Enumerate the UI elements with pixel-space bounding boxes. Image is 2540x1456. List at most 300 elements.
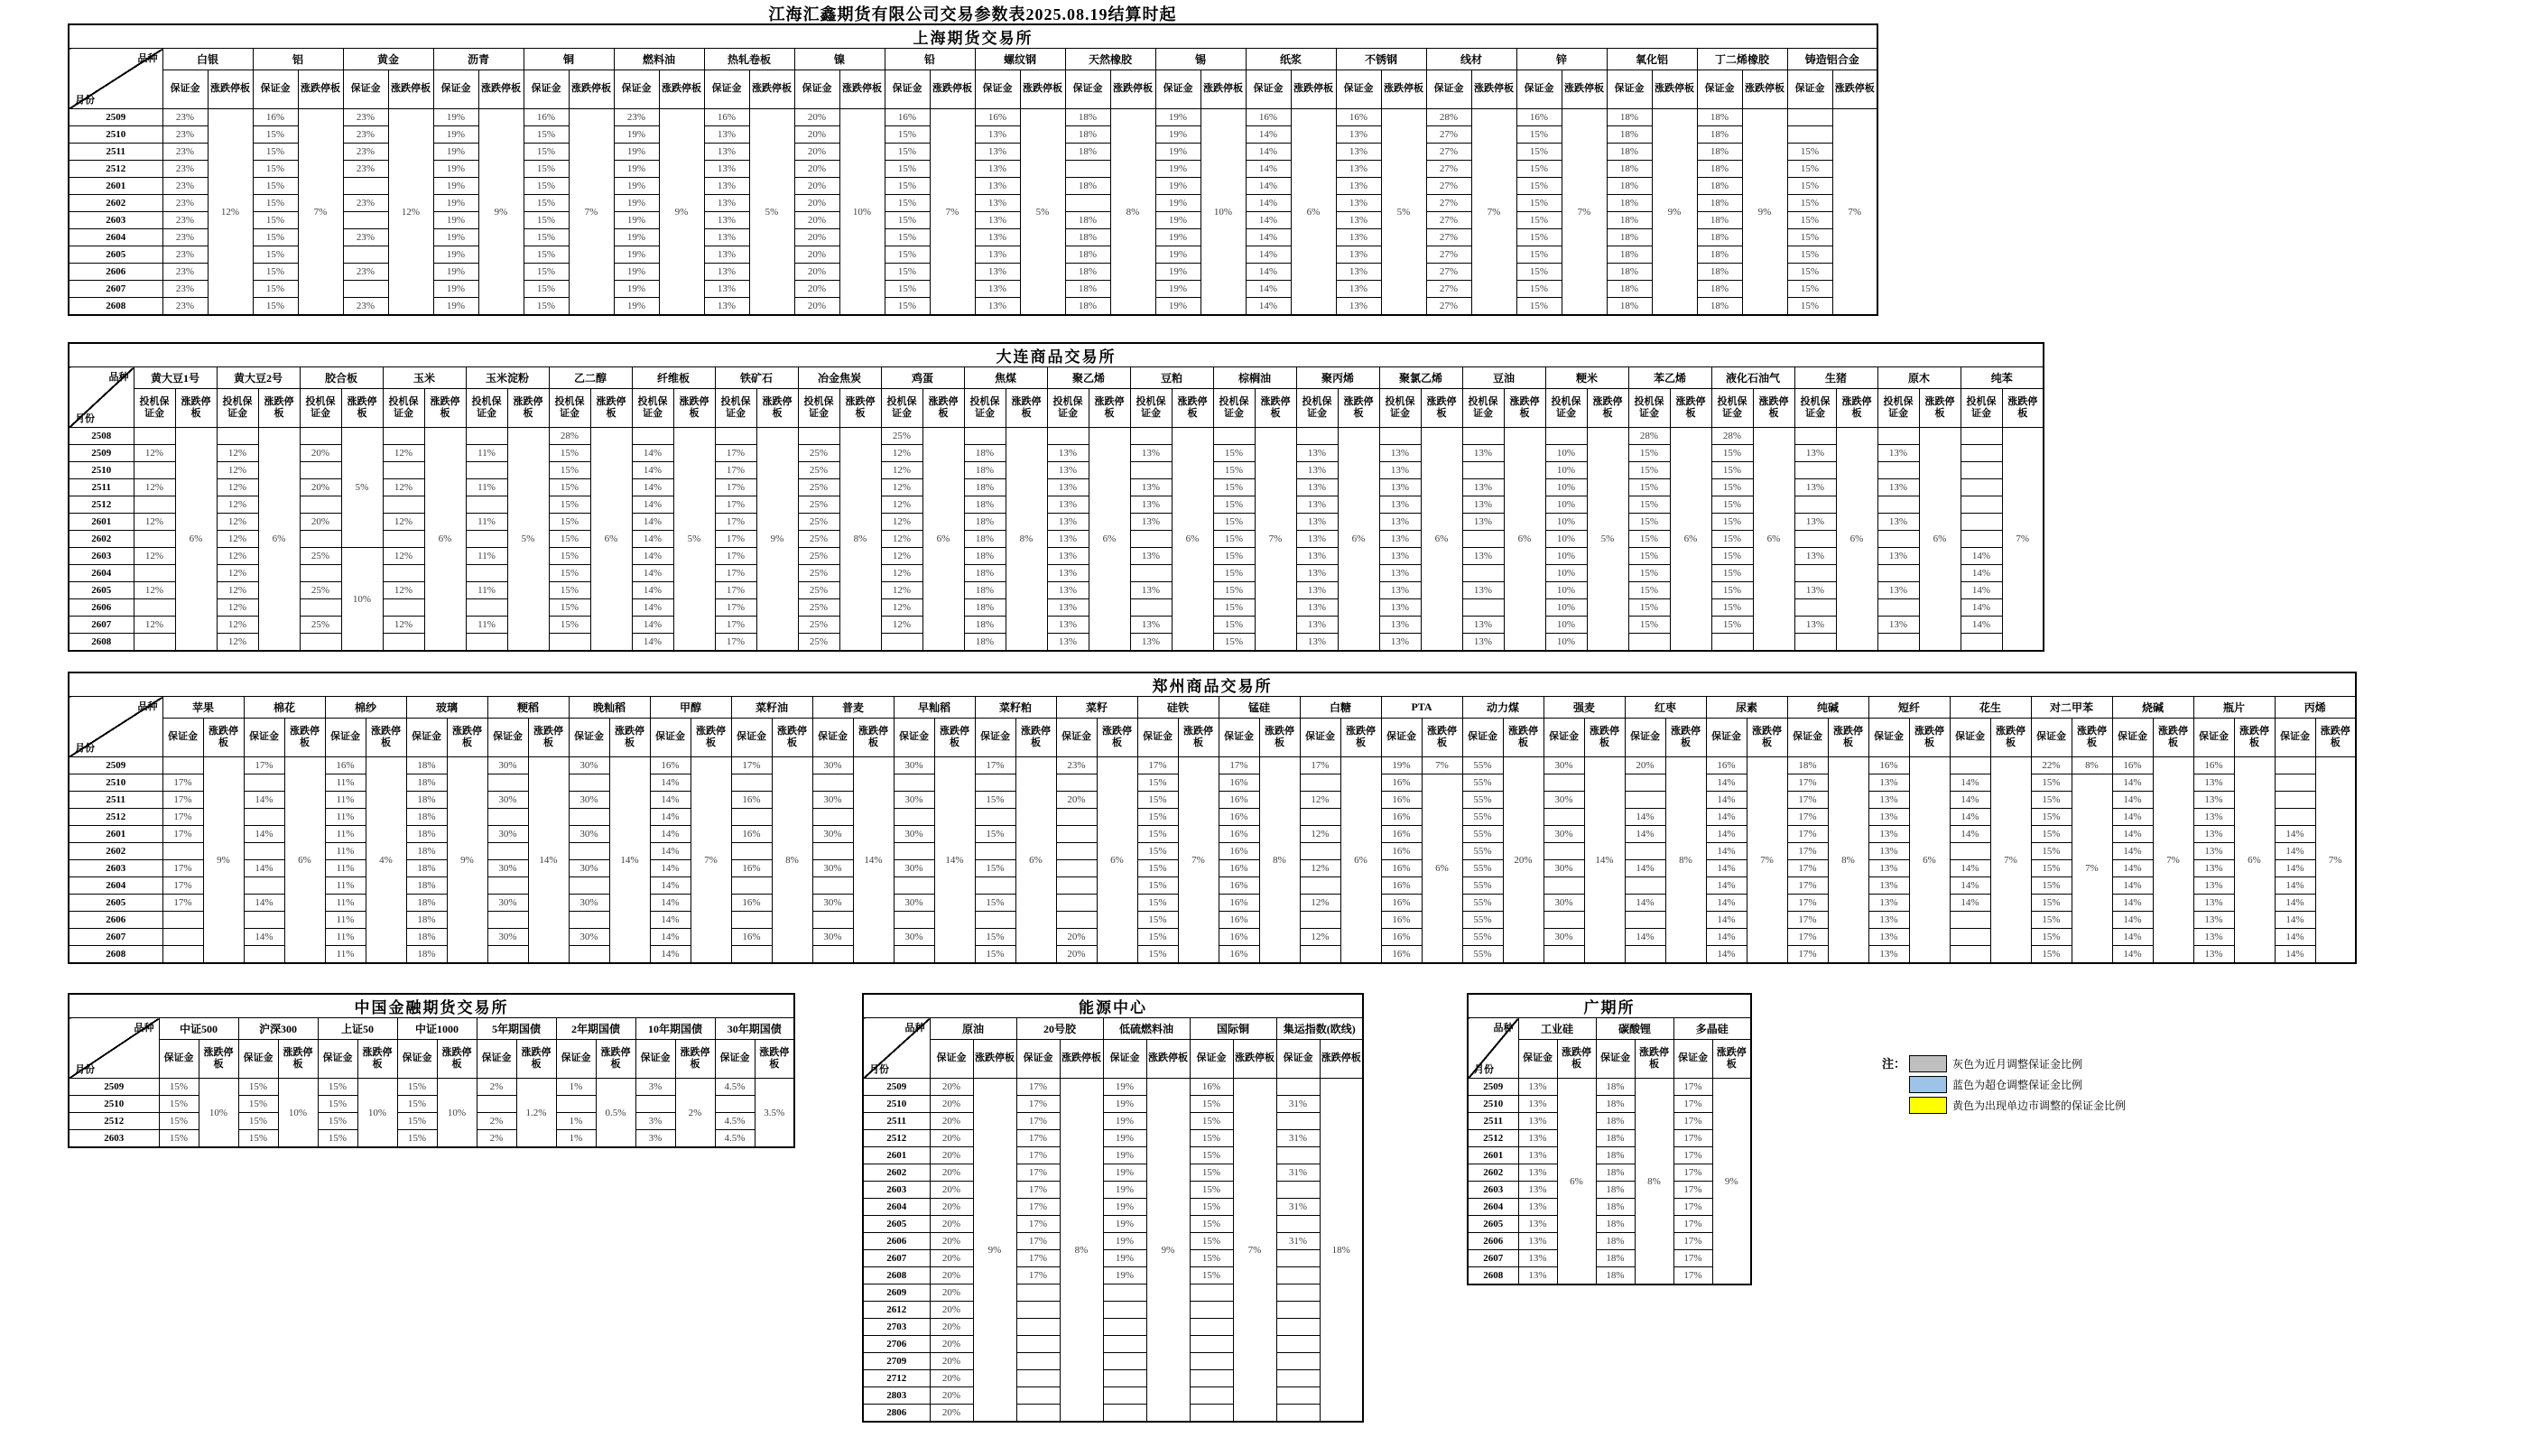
margin-cell: 18% bbox=[964, 548, 1006, 565]
margin-cell: 15% bbox=[2031, 843, 2072, 860]
subheader-margin: 投机保证金 bbox=[1296, 389, 1338, 428]
subheader-limit: 涨跌停板 bbox=[1291, 70, 1336, 109]
margin-cell: 15% bbox=[1628, 462, 1670, 479]
margin-cell: 10% bbox=[1545, 496, 1587, 514]
margin-cell bbox=[383, 496, 424, 514]
margin-cell: 13% bbox=[704, 264, 749, 281]
margin-cell: 17% bbox=[715, 514, 756, 531]
margin-cell: 12% bbox=[217, 548, 258, 565]
margin-cell: 18% bbox=[1065, 178, 1110, 195]
margin-cell: 15% bbox=[2031, 792, 2072, 809]
subheader-margin: 保证金 bbox=[650, 719, 691, 757]
subheader-margin: 保证金 bbox=[1300, 719, 1340, 757]
margin-cell: 14% bbox=[1950, 809, 1990, 826]
margin-cell: 15% bbox=[1190, 1233, 1233, 1250]
month-cell: 2512 bbox=[69, 161, 162, 178]
margin-cell: 55% bbox=[1462, 843, 1503, 860]
margin-cell bbox=[1794, 634, 1836, 652]
month-cell: 2608 bbox=[69, 946, 162, 964]
margin-cell: 13% bbox=[1518, 1250, 1557, 1267]
margin-cell: 55% bbox=[1462, 774, 1503, 792]
margin-cell: 15% bbox=[238, 1113, 278, 1130]
margin-cell: 13% bbox=[1868, 774, 1909, 792]
month-cell: 2604 bbox=[1468, 1199, 1518, 1216]
subheader-margin: 保证金 bbox=[614, 70, 659, 109]
margin-cell bbox=[798, 428, 839, 445]
margin-cell bbox=[2275, 774, 2315, 792]
margin-cell: 13% bbox=[1877, 479, 1919, 496]
limit-cell: 5% bbox=[341, 428, 383, 548]
margin-cell: 14% bbox=[244, 929, 284, 946]
subheader-margin: 保证金 bbox=[894, 719, 934, 757]
month-cell: 2605 bbox=[69, 246, 162, 264]
corner-month-label: 月份 bbox=[869, 1064, 889, 1075]
margin-cell: 13% bbox=[1296, 582, 1338, 599]
subheader-limit: 涨跌停板 bbox=[1587, 389, 1628, 428]
limit-cell: 8% bbox=[1665, 757, 1706, 964]
margin-cell: 16% bbox=[1219, 946, 1259, 964]
margin-cell: 16% bbox=[1219, 826, 1259, 843]
margin-cell: 12% bbox=[383, 617, 424, 634]
subheader-limit: 涨跌停板 bbox=[175, 389, 217, 428]
margin-cell: 1% bbox=[556, 1113, 596, 1130]
margin-cell bbox=[1103, 1336, 1146, 1353]
commodity-name: 上证50 bbox=[318, 1018, 397, 1040]
gray-swatch bbox=[1909, 1055, 1947, 1072]
margin-cell: 13% bbox=[1462, 634, 1504, 652]
margin-cell: 23% bbox=[162, 212, 208, 229]
margin-cell bbox=[1056, 809, 1097, 826]
margin-cell: 12% bbox=[881, 462, 922, 479]
subheader-limit: 涨跌停板 bbox=[507, 389, 549, 428]
margin-cell: 13% bbox=[1379, 548, 1421, 565]
commodity-name: 红枣 bbox=[1625, 697, 1706, 719]
margin-cell: 25% bbox=[798, 531, 839, 548]
margin-cell: 15% bbox=[1213, 462, 1255, 479]
margin-cell: 13% bbox=[1868, 826, 1909, 843]
month-cell: 2602 bbox=[1468, 1164, 1518, 1182]
limit-cell: 8% bbox=[1006, 428, 1047, 652]
limit-cell: 20% bbox=[1503, 757, 1543, 964]
margin-cell: 18% bbox=[1697, 229, 1742, 246]
limit-cell: 8% bbox=[1828, 757, 1868, 964]
month-cell: 2510 bbox=[1468, 1096, 1518, 1113]
margin-cell: 15% bbox=[1711, 531, 1753, 548]
margin-cell: 13% bbox=[1379, 531, 1421, 548]
margin-cell: 17% bbox=[162, 877, 203, 895]
limit-cell: 10% bbox=[278, 1079, 318, 1148]
corner-cell bbox=[69, 49, 162, 109]
margin-cell bbox=[1130, 462, 1172, 479]
margin-cell bbox=[300, 599, 341, 617]
margin-cell: 14% bbox=[244, 895, 284, 912]
month-cell: 2510 bbox=[863, 1096, 930, 1113]
margin-cell: 13% bbox=[1518, 1164, 1557, 1182]
subheader-limit: 涨跌停板 bbox=[2072, 719, 2112, 757]
subheader-margin: 保证金 bbox=[1787, 719, 1828, 757]
margin-cell: 15% bbox=[1190, 1147, 1233, 1164]
commodity-name: 螺纹钢 bbox=[975, 49, 1065, 70]
margin-cell bbox=[466, 462, 507, 479]
margin-cell bbox=[1276, 1216, 1320, 1233]
margin-cell bbox=[1056, 843, 1097, 860]
limit-cell: 12% bbox=[388, 109, 433, 316]
margin-cell: 13% bbox=[1130, 634, 1172, 652]
margin-cell: 20% bbox=[930, 1250, 973, 1267]
limit-cell: 7% bbox=[930, 109, 975, 316]
margin-cell: 18% bbox=[1596, 1130, 1635, 1147]
subheader-margin: 投机保证金 bbox=[798, 389, 839, 428]
subheader-margin: 保证金 bbox=[1706, 719, 1747, 757]
margin-cell: 17% bbox=[1016, 1250, 1060, 1267]
limit-cell: 7% bbox=[1562, 109, 1607, 316]
margin-cell: 18% bbox=[964, 582, 1006, 599]
limit-cell: 6% bbox=[2234, 757, 2275, 964]
limit-cell: 6% bbox=[1909, 757, 1950, 964]
margin-cell: 15% bbox=[253, 212, 298, 229]
margin-cell: 18% bbox=[406, 774, 447, 792]
margin-cell: 14% bbox=[1246, 144, 1291, 161]
margin-cell: 15% bbox=[1787, 144, 1832, 161]
subheader-margin: 保证金 bbox=[343, 70, 388, 109]
subheader-margin: 保证金 bbox=[433, 70, 478, 109]
margin-cell: 20% bbox=[1056, 929, 1097, 946]
margin-cell: 18% bbox=[406, 860, 447, 877]
margin-cell: 18% bbox=[1697, 281, 1742, 298]
margin-cell: 15% bbox=[1711, 582, 1753, 599]
margin-cell: 25% bbox=[798, 479, 839, 496]
margin-cell: 23% bbox=[614, 109, 659, 126]
margin-cell: 16% bbox=[731, 792, 772, 809]
margin-cell: 13% bbox=[1868, 912, 1909, 929]
margin-cell: 13% bbox=[975, 264, 1020, 281]
margin-cell: 14% bbox=[1961, 617, 2002, 634]
margin-cell: 18% bbox=[1697, 246, 1742, 264]
subheader-limit: 涨跌停板 bbox=[298, 70, 343, 109]
margin-cell: 15% bbox=[524, 212, 569, 229]
subheader-margin: 保证金 bbox=[704, 70, 749, 109]
subheader-limit: 涨跌停板 bbox=[659, 70, 704, 109]
margin-cell: 55% bbox=[1462, 860, 1503, 877]
subheader-margin: 投机保证金 bbox=[1794, 389, 1836, 428]
margin-cell: 15% bbox=[397, 1113, 437, 1130]
margin-cell bbox=[1543, 809, 1584, 826]
margin-cell: 25% bbox=[798, 634, 839, 652]
margin-cell: 18% bbox=[1607, 126, 1652, 144]
margin-cell: 13% bbox=[1047, 531, 1089, 548]
margin-cell: 19% bbox=[614, 246, 659, 264]
limit-cell: 6% bbox=[1089, 428, 1130, 652]
margin-cell: 13% bbox=[1877, 514, 1919, 531]
margin-cell: 17% bbox=[715, 634, 756, 652]
margin-cell bbox=[1950, 843, 1990, 860]
margin-cell: 25% bbox=[300, 617, 341, 634]
margin-cell: 17% bbox=[1673, 1130, 1712, 1147]
margin-cell: 14% bbox=[1950, 860, 1990, 877]
margin-cell: 18% bbox=[1607, 229, 1652, 246]
margin-cell: 10% bbox=[1545, 617, 1587, 634]
margin-cell: 15% bbox=[318, 1113, 357, 1130]
margin-cell: 11% bbox=[325, 774, 366, 792]
margin-cell: 25% bbox=[300, 548, 341, 565]
margin-cell: 17% bbox=[1016, 1233, 1060, 1250]
corner-variety-label: 品种 bbox=[904, 1023, 925, 1034]
margin-cell bbox=[487, 774, 528, 792]
subheader-margin: 保证金 bbox=[1673, 1040, 1712, 1079]
margin-cell: 14% bbox=[1706, 826, 1747, 843]
margin-cell bbox=[894, 877, 934, 895]
margin-cell: 55% bbox=[1462, 809, 1503, 826]
subheader-limit: 涨跌停板 bbox=[2002, 389, 2044, 428]
subheader-margin: 保证金 bbox=[325, 719, 366, 757]
subheader-margin: 保证金 bbox=[244, 719, 284, 757]
margin-cell: 14% bbox=[1706, 895, 1747, 912]
margin-cell bbox=[244, 774, 284, 792]
margin-cell: 15% bbox=[524, 144, 569, 161]
margin-cell bbox=[383, 462, 424, 479]
subheader-limit: 涨跌停板 bbox=[1255, 389, 1296, 428]
margin-cell bbox=[1625, 877, 1665, 895]
margin-cell bbox=[1016, 1319, 1060, 1336]
commodity-name: 生猪 bbox=[1794, 367, 1877, 389]
margin-cell: 13% bbox=[1794, 548, 1836, 565]
commodity-name: 鸡蛋 bbox=[881, 367, 964, 389]
margin-cell: 23% bbox=[162, 109, 208, 126]
margin-cell bbox=[466, 599, 507, 617]
margin-cell: 20% bbox=[930, 1284, 973, 1302]
margin-cell: 15% bbox=[1137, 774, 1178, 792]
margin-cell: 15% bbox=[2031, 774, 2072, 792]
margin-cell: 14% bbox=[2112, 912, 2153, 929]
margin-cell: 17% bbox=[1016, 1164, 1060, 1182]
subheader-margin: 保证金 bbox=[1056, 719, 1097, 757]
month-cell: 2603 bbox=[69, 1130, 159, 1148]
month-cell: 2608 bbox=[1468, 1267, 1518, 1285]
limit-cell: 6% bbox=[1172, 428, 1213, 652]
margin-cell: 15% bbox=[549, 462, 590, 479]
margin-cell: 15% bbox=[1628, 582, 1670, 599]
margin-cell: 14% bbox=[2275, 929, 2315, 946]
margin-cell: 13% bbox=[1462, 479, 1504, 496]
month-cell: 2511 bbox=[69, 479, 134, 496]
margin-cell: 18% bbox=[406, 826, 447, 843]
margin-cell: 14% bbox=[1625, 826, 1665, 843]
margin-cell: 12% bbox=[1300, 826, 1340, 843]
margin-cell: 30% bbox=[812, 895, 853, 912]
margin-cell: 17% bbox=[1016, 1267, 1060, 1284]
margin-cell: 18% bbox=[1697, 178, 1742, 195]
margin-cell bbox=[975, 843, 1015, 860]
margin-cell: 15% bbox=[885, 246, 930, 264]
margin-cell bbox=[569, 912, 609, 929]
month-cell: 2511 bbox=[69, 792, 162, 809]
margin-cell: 15% bbox=[1516, 161, 1562, 178]
margin-cell: 13% bbox=[1336, 126, 1381, 144]
margin-cell: 18% bbox=[1607, 161, 1652, 178]
margin-cell: 19% bbox=[433, 178, 478, 195]
margin-cell bbox=[1276, 1113, 1320, 1130]
margin-cell: 10% bbox=[1545, 565, 1587, 582]
margin-cell: 16% bbox=[1381, 809, 1422, 826]
table-title: 大连商品交易所 bbox=[69, 343, 2044, 367]
subheader-limit: 涨跌停板 bbox=[1652, 70, 1697, 109]
margin-cell bbox=[1065, 195, 1110, 212]
subheader-margin: 保证金 bbox=[1219, 719, 1259, 757]
margin-cell bbox=[162, 757, 203, 774]
exchange-table bbox=[68, 672, 2357, 964]
limit-cell: 6% bbox=[922, 428, 964, 652]
margin-cell bbox=[1190, 1405, 1233, 1423]
margin-cell bbox=[1462, 428, 1504, 445]
margin-cell: 18% bbox=[1596, 1250, 1635, 1267]
subheader-limit: 涨跌停板 bbox=[1471, 70, 1516, 109]
margin-cell: 15% bbox=[1516, 212, 1562, 229]
margin-cell bbox=[1190, 1284, 1233, 1302]
limit-cell: 10% bbox=[357, 1079, 397, 1148]
margin-cell: 18% bbox=[1596, 1182, 1635, 1199]
margin-cell: 14% bbox=[632, 496, 673, 514]
subheader-margin: 保证金 bbox=[1137, 719, 1178, 757]
margin-cell bbox=[812, 912, 853, 929]
limit-cell: 8% bbox=[1635, 1079, 1673, 1285]
subheader-limit: 涨跌停板 bbox=[2315, 719, 2356, 757]
margin-cell bbox=[1794, 531, 1836, 548]
month-cell: 2806 bbox=[863, 1405, 930, 1423]
subheader-limit: 涨跌停板 bbox=[973, 1040, 1016, 1079]
margin-cell: 14% bbox=[632, 445, 673, 462]
commodity-name: 菜籽粕 bbox=[975, 697, 1056, 719]
margin-cell: 18% bbox=[1596, 1267, 1635, 1285]
margin-cell: 25% bbox=[798, 496, 839, 514]
margin-cell: 18% bbox=[406, 792, 447, 809]
margin-cell: 15% bbox=[318, 1096, 357, 1113]
margin-cell bbox=[1056, 860, 1097, 877]
margin-cell: 30% bbox=[487, 929, 528, 946]
table-title: 广期所 bbox=[1468, 994, 1751, 1018]
margin-cell: 27% bbox=[1426, 161, 1471, 178]
margin-cell: 15% bbox=[1137, 912, 1178, 929]
margin-cell: 23% bbox=[343, 229, 388, 246]
blue-swatch bbox=[1909, 1076, 1947, 1093]
margin-cell: 17% bbox=[715, 617, 756, 634]
margin-cell: 19% bbox=[614, 144, 659, 161]
margin-cell bbox=[1794, 565, 1836, 582]
commodity-name: 菜籽 bbox=[1056, 697, 1137, 719]
margin-cell: 13% bbox=[1296, 548, 1338, 565]
month-cell: 2509 bbox=[863, 1079, 930, 1096]
margin-cell: 17% bbox=[244, 757, 284, 774]
margin-cell: 19% bbox=[614, 126, 659, 144]
month-cell: 2603 bbox=[1468, 1182, 1518, 1199]
margin-cell: 15% bbox=[1516, 246, 1562, 264]
margin-cell: 13% bbox=[1047, 514, 1089, 531]
month-cell: 2509 bbox=[1468, 1079, 1518, 1096]
margin-cell: 23% bbox=[343, 264, 388, 281]
margin-cell: 13% bbox=[1336, 246, 1381, 264]
margin-cell: 15% bbox=[1711, 496, 1753, 514]
commodity-name: 天然橡胶 bbox=[1065, 49, 1155, 70]
margin-cell: 22% bbox=[2031, 757, 2072, 774]
margin-cell: 15% bbox=[1787, 281, 1832, 298]
commodity-name: 集运指数(欧线) bbox=[1276, 1018, 1363, 1040]
margin-cell: 13% bbox=[1877, 617, 1919, 634]
month-cell: 2602 bbox=[69, 195, 162, 212]
subheader-margin: 保证金 bbox=[569, 719, 609, 757]
margin-cell: 18% bbox=[1596, 1096, 1635, 1113]
month-cell: 2512 bbox=[1468, 1130, 1518, 1147]
table-title: 中国金融期货交易所 bbox=[69, 994, 794, 1018]
margin-cell: 19% bbox=[433, 212, 478, 229]
margin-cell: 30% bbox=[1543, 895, 1584, 912]
margin-cell: 16% bbox=[1219, 929, 1259, 946]
margin-cell: 20% bbox=[794, 161, 839, 178]
subheader-limit: 涨跌停板 bbox=[1836, 389, 1877, 428]
margin-cell: 13% bbox=[1379, 496, 1421, 514]
commodity-name: 中证1000 bbox=[397, 1018, 477, 1040]
margin-cell bbox=[1877, 531, 1919, 548]
subheader-limit: 涨跌停板 bbox=[516, 1040, 556, 1079]
margin-cell bbox=[244, 809, 284, 826]
margin-cell: 17% bbox=[1016, 1147, 1060, 1164]
margin-cell: 14% bbox=[1706, 860, 1747, 877]
margin-cell: 15% bbox=[1787, 178, 1832, 195]
margin-cell: 17% bbox=[715, 599, 756, 617]
margin-cell bbox=[1625, 843, 1665, 860]
margin-cell: 15% bbox=[159, 1096, 199, 1113]
margin-cell: 15% bbox=[1516, 298, 1562, 316]
margin-cell: 19% bbox=[433, 195, 478, 212]
margin-cell: 14% bbox=[1246, 229, 1291, 246]
margin-cell: 16% bbox=[2193, 757, 2234, 774]
margin-cell: 17% bbox=[1787, 843, 1828, 860]
margin-cell bbox=[1961, 496, 2002, 514]
month-cell: 2605 bbox=[863, 1216, 930, 1233]
margin-cell: 15% bbox=[1516, 144, 1562, 161]
margin-cell bbox=[1276, 1370, 1320, 1387]
margin-cell bbox=[1190, 1353, 1233, 1370]
subheader-limit: 涨跌停板 bbox=[934, 719, 975, 757]
margin-cell: 13% bbox=[1296, 599, 1338, 617]
margin-cell bbox=[635, 1096, 675, 1113]
margin-cell: 14% bbox=[1706, 843, 1747, 860]
margin-cell: 19% bbox=[433, 109, 478, 126]
margin-cell: 20% bbox=[930, 1079, 973, 1096]
margin-cell: 16% bbox=[1381, 774, 1422, 792]
margin-cell: 20% bbox=[930, 1405, 973, 1423]
margin-cell: 14% bbox=[650, 860, 691, 877]
margin-cell: 17% bbox=[1016, 1096, 1060, 1113]
table-shfe bbox=[68, 23, 1878, 316]
margin-cell: 30% bbox=[1543, 929, 1584, 946]
margin-cell: 30% bbox=[812, 860, 853, 877]
subheader-limit: 涨跌停板 bbox=[596, 1040, 635, 1079]
subheader-limit: 涨跌停板 bbox=[1381, 70, 1426, 109]
margin-cell: 20% bbox=[794, 281, 839, 298]
margin-cell: 13% bbox=[1379, 565, 1421, 582]
margin-cell bbox=[134, 565, 175, 582]
limit-cell: 12% bbox=[208, 109, 253, 316]
table-czce bbox=[68, 672, 2357, 964]
month-cell: 2606 bbox=[69, 264, 162, 281]
margin-cell: 14% bbox=[244, 826, 284, 843]
margin-cell: 17% bbox=[1673, 1079, 1712, 1096]
commodity-name: 纯苯 bbox=[1961, 367, 2044, 389]
margin-cell: 15% bbox=[524, 126, 569, 144]
commodity-name: 铝 bbox=[253, 49, 343, 70]
margin-cell bbox=[300, 428, 341, 445]
margin-cell bbox=[244, 912, 284, 929]
margin-cell bbox=[1950, 757, 1990, 774]
